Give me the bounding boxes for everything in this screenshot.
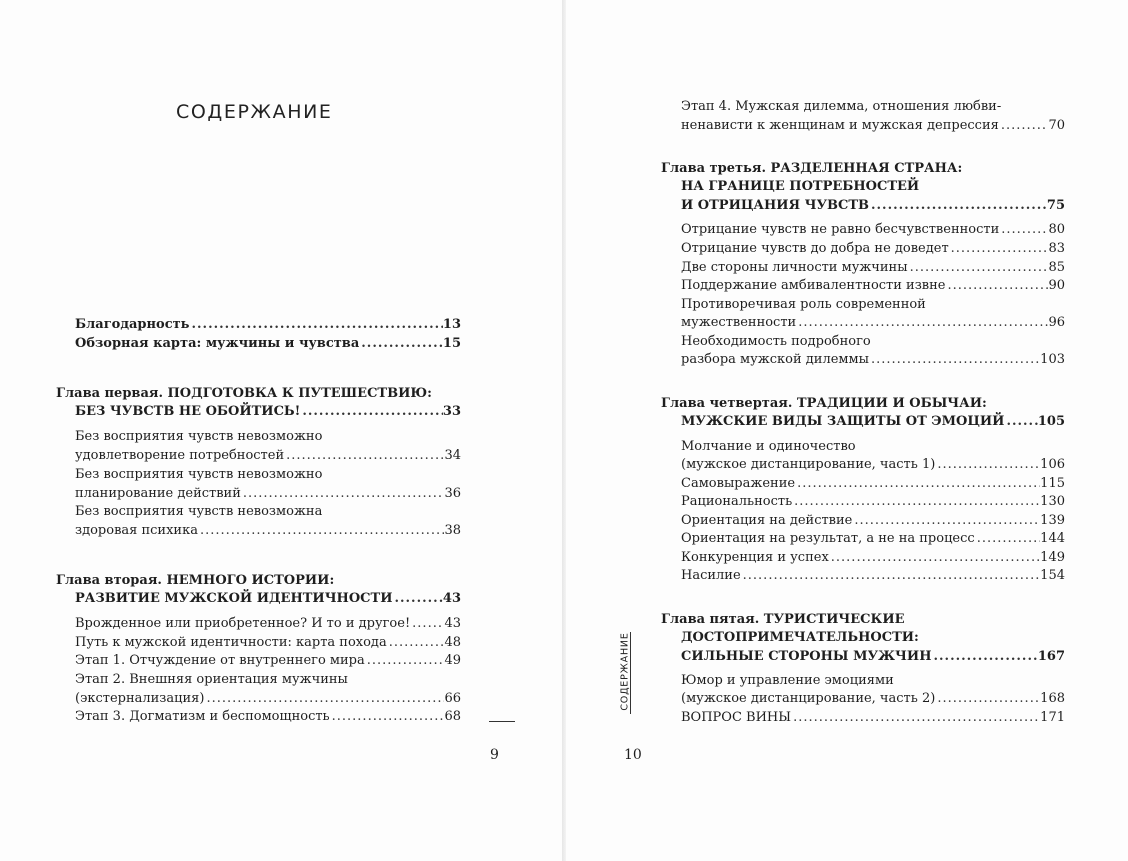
toc-entry-line: Этап 2. Внешняя ориентация мужчины [75,672,348,687]
running-head-text: СОДЕРЖАНИЕ [619,632,631,711]
toc-entry[interactable]: планирование действий ..... 36 [75,485,461,504]
toc-entry[interactable]: Рациональность ..... 130 [681,493,1065,512]
toc-entry-line: Молчание и одиночество [681,439,856,454]
toc-entry[interactable]: Обзорная карта: мужчины и чувства ..... 15 [75,335,461,354]
toc-entry[interactable]: (мужское дистанцирование, часть 1) ..... 106 [681,456,1065,475]
chapter-entry[interactable]: СИЛЬНЫЕ СТОРОНЫ МУЖЧИН ..... 167 [681,648,1065,667]
toc-entry[interactable]: Врожденное или приобретенное? И то и другое! ..... 43 [75,615,461,634]
toc-entry[interactable]: удовлетворение потребностей ..... 34 [75,447,461,466]
toc-entry-line: Противоречивая роль современной [681,297,926,312]
toc-entry[interactable]: ненависти к женщинам и мужская депрессия ..... 70 [681,117,1065,136]
toc-entry[interactable]: здоровая психика ..... 38 [75,522,461,541]
folio-rule [489,721,515,722]
toc-entry-line: Этап 4. Мужская дилемма, отношения любви- [681,99,1002,114]
chapter-entry[interactable]: И ОТРИЦАНИЯ ЧУВСТВ ..... 75 [681,197,1065,216]
chapter-entry[interactable]: РАЗВИТИЕ МУЖСКОЙ ИДЕНТИЧНОСТИ ..... 43 [75,590,461,609]
toc-entry[interactable]: ВОПРОС ВИНЫ ..... 171 [681,709,1065,728]
chapter-entry[interactable]: МУЖСКИЕ ВИДЫ ЗАЩИТЫ ОТ ЭМОЦИЙ ..... 105 [681,413,1065,432]
chapter-heading: ДОСТОПРИМЕЧАТЕЛЬНОСТИ: [681,630,919,645]
toc-entry[interactable]: Отрицание чувств не равно бесчувственности ..... 80 [681,221,1065,240]
toc-entry[interactable]: разбора мужской дилеммы ..... 103 [681,351,1065,370]
toc-entry[interactable]: (экстернализация) ..... 66 [75,690,461,709]
chapter-heading: Глава четвертая. ТРАДИЦИИ И ОБЫЧАИ: [661,396,987,411]
left-page [0,0,562,861]
toc-entry[interactable]: (мужское дистанцирование, часть 2) ..... 168 [681,690,1065,709]
chapter-heading: Глава пятая. ТУРИСТИЧЕСКИЕ [661,612,905,627]
toc-entry[interactable]: мужественности ..... 96 [681,314,1065,333]
toc-entry[interactable]: Путь к мужской идентичности: карта похода ..... 48 [75,634,461,653]
toc-entry[interactable]: Конкуренция и успех ..... 149 [681,549,1065,568]
toc-entry-line: Без восприятия чувств невозможно [75,429,323,444]
toc-entry[interactable]: Ориентация на результат, а не на процесс ..... 144 [681,530,1065,549]
toc-title: СОДЕРЖАНИЕ [176,101,333,123]
chapter-heading: НА ГРАНИЦЕ ПОТРЕБНОСТЕЙ [681,179,920,194]
toc-entry-line: Без восприятия чувств невозможно [75,467,323,482]
toc-entry[interactable]: Благодарность ..... 13 [75,316,461,335]
toc-entry[interactable]: Самовыражение ..... 115 [681,475,1065,494]
toc-entry-line: Необходимость подробного [681,334,871,349]
page-number: 9 [490,747,499,763]
chapter-heading: Глава третья. РАЗДЕЛЕННАЯ СТРАНА: [661,161,963,176]
chapter-heading: Глава вторая. НЕМНОГО ИСТОРИИ: [56,573,335,588]
toc-entry[interactable]: Отрицание чувств до добра не доведет ..... 83 [681,240,1065,259]
toc-entry-line: Юмор и управление эмоциями [681,673,894,688]
toc-entry-line: Без восприятия чувств невозможна [75,504,323,519]
toc-entry[interactable]: Две стороны личности мужчины ..... 85 [681,259,1065,278]
toc-entry[interactable]: Ориентация на действие ..... 139 [681,512,1065,531]
chapter-entry[interactable]: БЕЗ ЧУВСТВ НЕ ОБОЙТИСЬ! ..... 33 [75,403,461,422]
running-head [616,632,631,714]
toc-entry[interactable]: Этап 3. Догматизм и беспомощность ..... 68 [75,708,461,727]
toc-entry[interactable]: Насилие ..... 154 [681,567,1065,586]
right-page [566,0,1128,861]
toc-entry[interactable]: Поддержание амбивалентности извне ..... 90 [681,277,1065,296]
page-number: 10 [624,747,642,763]
toc-entry[interactable]: Этап 1. Отчуждение от внутреннего мира ..... 49 [75,652,461,671]
chapter-heading: Глава первая. ПОДГОТОВКА К ПУТЕШЕСТВИЮ: [56,386,432,401]
